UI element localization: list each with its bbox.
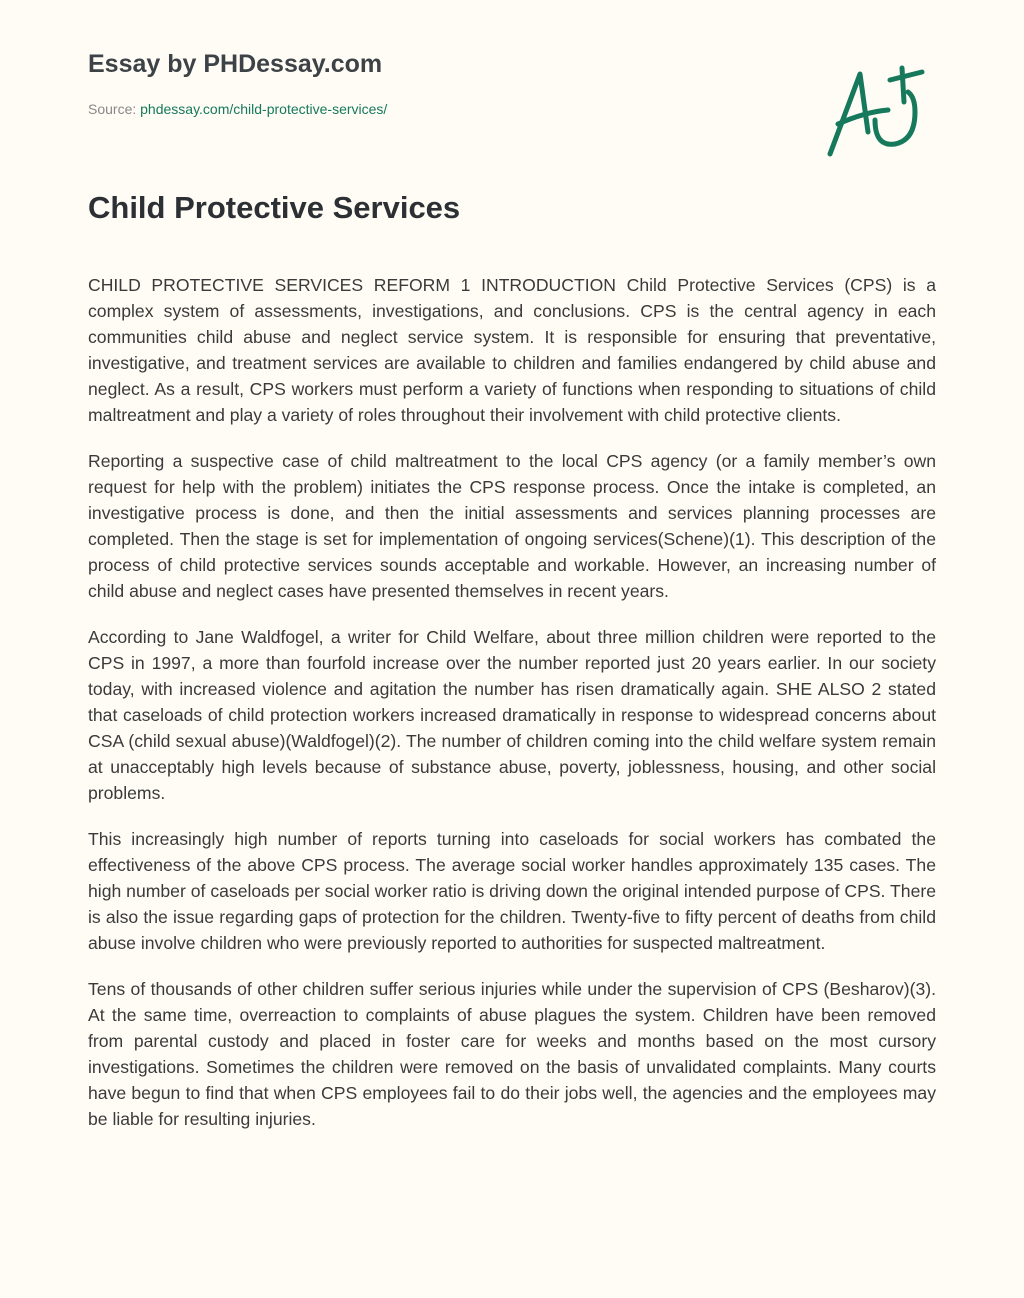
page-title: Child Protective Services <box>88 190 461 225</box>
paragraph: According to Jane Waldfogel, a writer for Child Welfare, about three million children were reported to the CPS in 1997, a more than fourfold increase over the number reported just 20 years earlier. In our society today, with increased violence and agitation the number has risen dramatically again. SHE ALSO 2 stated that caseloads of child protection workers increased dramatically in response to widespread concerns about CSA (child sexual abuse)(Waldfogel)(2). The number of children coming into the child welfare system remain at unacceptably high levels because of substance abuse, poverty, joblessness, housing, and other social problems. <box>88 627 936 803</box>
paragraph: CHILD PROTECTIVE SERVICES REFORM 1 INTRODUCTION Child Protective Services (CPS) is a complex system of assessments, investigations, and conclusions. CPS is the central agency in each communities child abuse and neglect service system. It is responsible for ensuring that preventative, investigative, and treatment services are available to children and families endangered by child abuse and neglect. As a result, CPS workers must perform a variety of functions when responding to situations of child maltreatment and play a variety of roles throughout their involvement with child protective clients. <box>88 275 936 425</box>
essay-body <box>88 272 936 1252</box>
source-label: Source: <box>88 101 137 117</box>
source-line <box>88 101 387 117</box>
source-link[interactable]: phdessay.com/child-protective-services/ <box>140 101 388 117</box>
paragraph: Reporting a suspective case of child maltreatment to the local CPS agency (or a family member’s own request for help with the problem) initiates the CPS response process. Once the intake is completed, an investigative process is done, and then the initial assessments and services planning processes are completed. Then the stage is set for implementation of ongoing services(Schene)(1). This description of the process of child protective services sounds acceptable and workable. However, an increasing number of child abuse and neglect cases have presented themselves in recent years. <box>88 451 936 601</box>
paragraph: This increasingly high number of reports turning into caseloads for social workers has combated the effectiveness of the above CPS process. The average social worker handles approximately 135 cases. The high number of caseloads per social worker ratio is driving down the original intended purpose of CPS. There is also the issue regarding gaps of protection for the children. Twenty-five to fifty percent of deaths from child abuse involve children who were previously reported to authorities for suspected maltreatment. <box>88 829 936 953</box>
site-brand: Essay by PHDessay.com <box>88 50 383 78</box>
paragraph: Tens of thousands of other children suffer serious injuries while under the supervision of CPS (Besharov)(3). At the same time, overreaction to complaints of abuse plagues the system. Children have been removed from parental custody and placed in foster care for weeks and months based on the most cursory investigations. Sometimes the children were removed on the basis of unvalidated complaints. Many courts have begun to find that when CPS employees fail to do their jobs well, the agencies and the employees may be liable for resulting injuries. <box>88 979 936 1129</box>
a-plus-logo-icon <box>820 62 930 162</box>
